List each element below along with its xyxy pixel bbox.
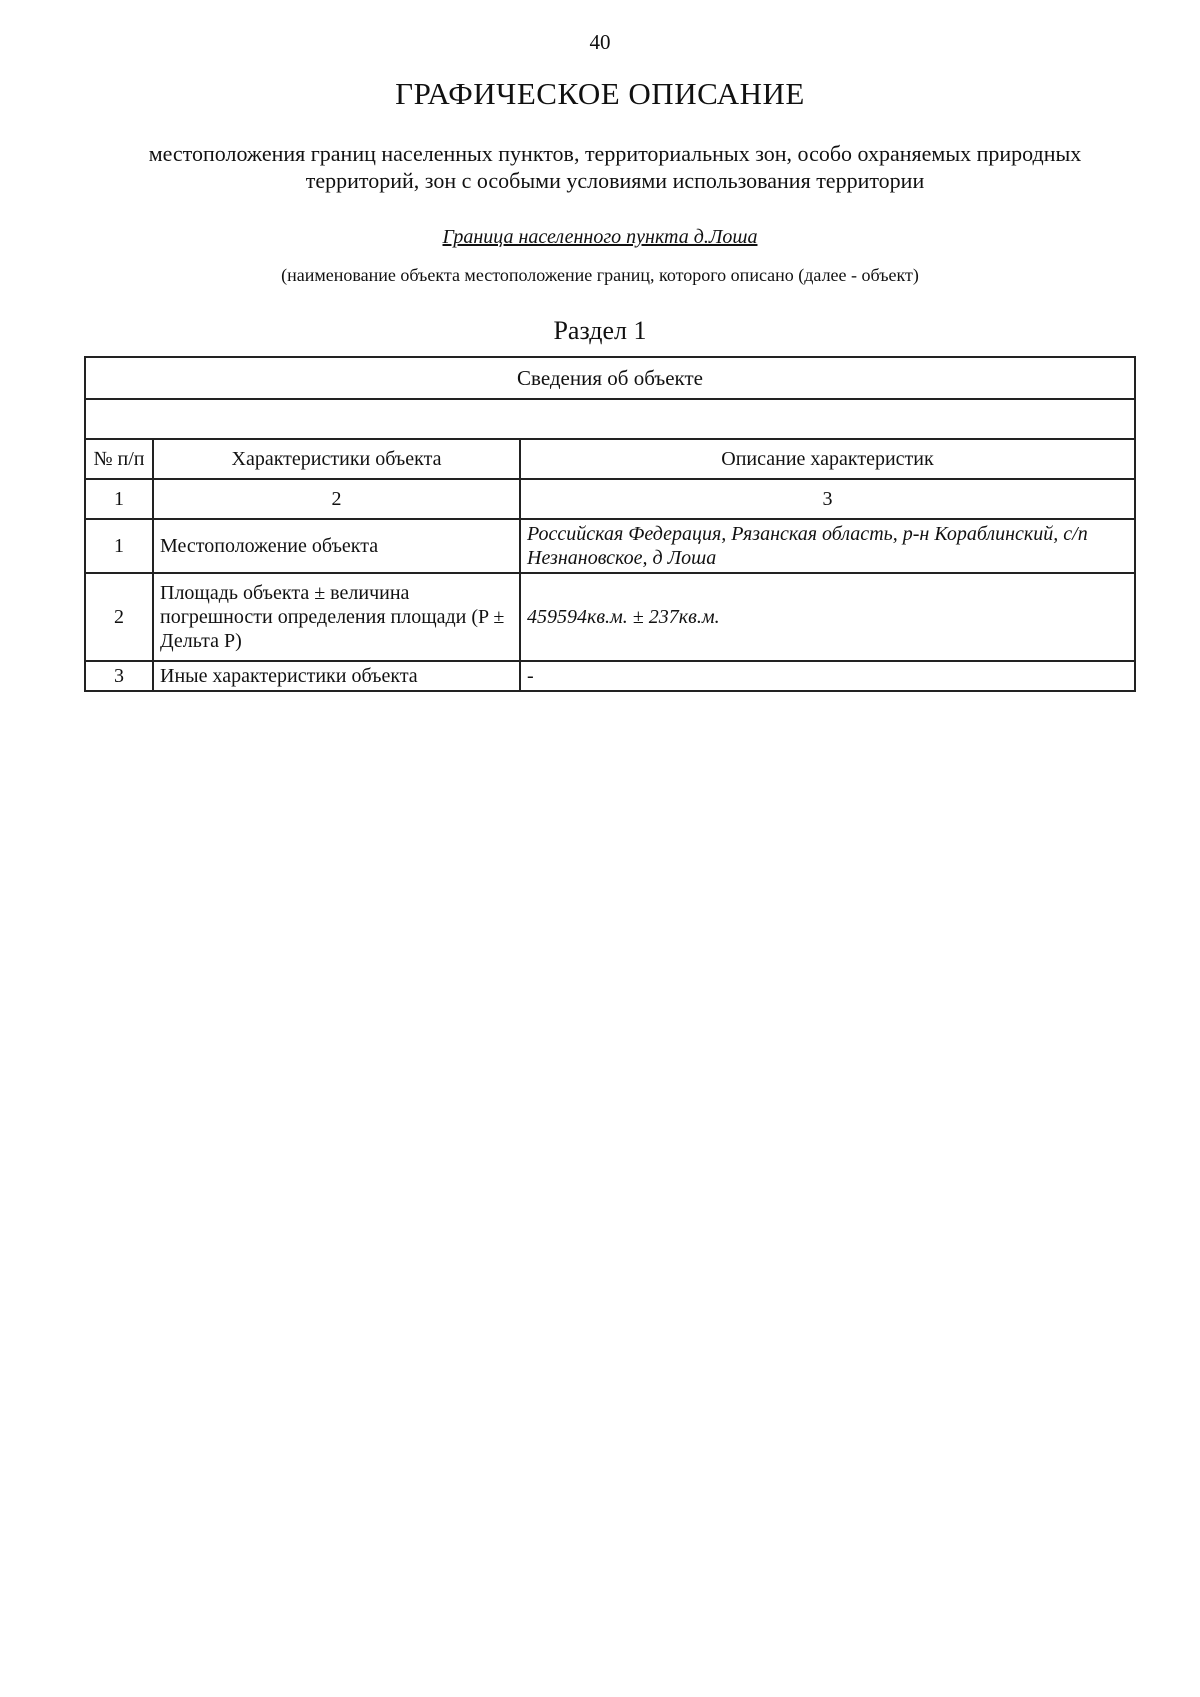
document-title: ГРАФИЧЕСКОЕ ОПИСАНИЕ <box>395 76 805 111</box>
header-num: № п/п <box>85 439 153 479</box>
row-description: Российская Федерация, Рязанская область, р-н Кораблинский, с/п Незнановское, д Лоша <box>520 519 1135 573</box>
table-row <box>85 519 1135 573</box>
column-number-1: 1 <box>85 479 153 519</box>
object-name-caption: (наименование объекта местоположение границ, которого описано (далее - объект) <box>281 265 919 285</box>
column-number-2: 2 <box>153 479 520 519</box>
table-column-numbers-row <box>85 479 1135 519</box>
table-header-row <box>85 439 1135 479</box>
row-description: - <box>520 661 1135 691</box>
row-description: 459594кв.м. ± 237кв.м. <box>520 573 1135 661</box>
header-characteristic: Характеристики объекта <box>153 439 520 479</box>
row-num: 1 <box>85 519 153 573</box>
row-num: 2 <box>85 573 153 661</box>
section-heading: Раздел 1 <box>553 316 647 345</box>
row-num: 3 <box>85 661 153 691</box>
object-info-table <box>84 356 1136 692</box>
table-empty-row <box>85 399 1135 439</box>
column-number-3: 3 <box>520 479 1135 519</box>
page-number: 40 <box>589 30 611 54</box>
row-characteristic: Местоположение объекта <box>153 519 520 573</box>
document-subtitle: местоположения границ населенных пунктов, территориальных зон, особо охраняемых природных территорий, зон с особыми условиями использования территории <box>148 141 1082 193</box>
table-caption-row <box>85 357 1135 399</box>
row-characteristic: Площадь объекта ± величина погрешности определения площади (P ± Дельта P) <box>153 573 520 661</box>
header-description: Описание характеристик <box>520 439 1135 479</box>
object-name: Граница населенного пункта д.Лоша <box>442 226 758 248</box>
table-row <box>85 661 1135 691</box>
table-row <box>85 573 1135 661</box>
row-characteristic: Иные характеристики объекта <box>153 661 520 691</box>
table-empty-cell <box>85 399 1135 439</box>
table-caption: Сведения об объекте <box>85 357 1135 399</box>
